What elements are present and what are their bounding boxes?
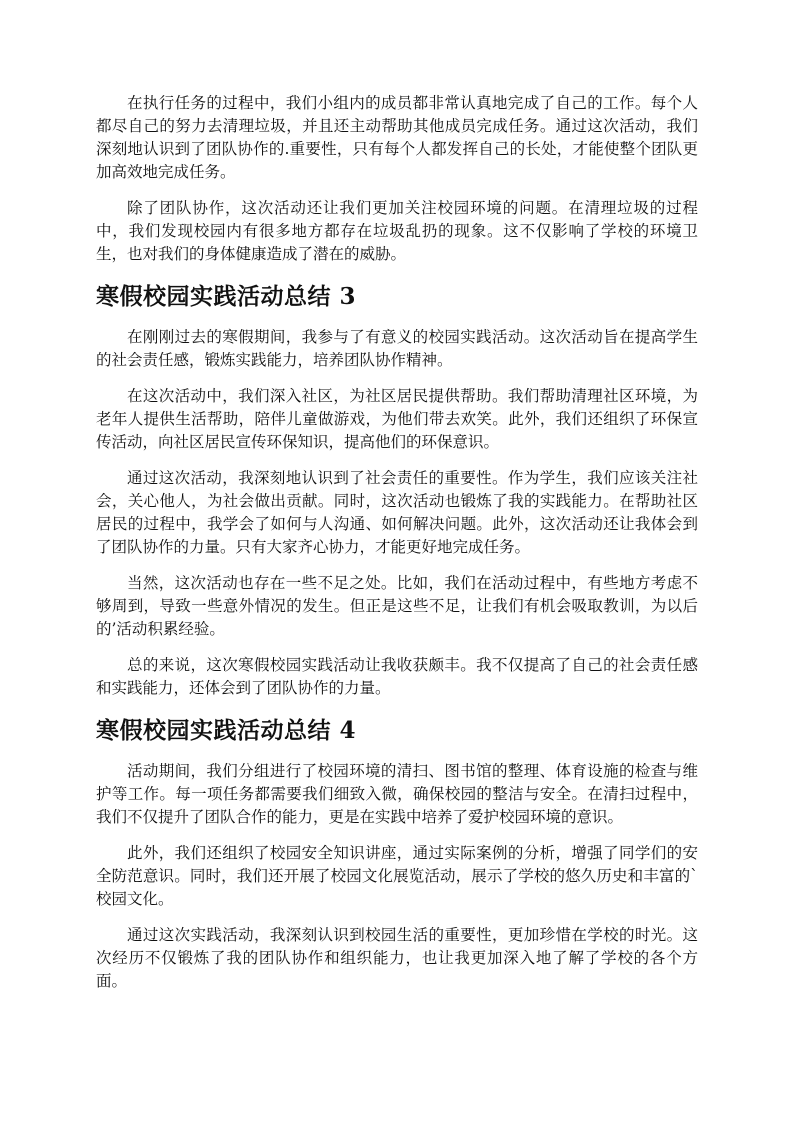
- document-page: [96, 92, 698, 1006]
- paragraph: 总的来说，这次寒假校园实践活动让我收获颇丰。我不仅提高了自己的社会责任感和实践能力，还体会到了团队协作的力量。: [96, 656, 698, 697]
- paragraph: 通过这次实践活动，我深刻认识到校园生活的重要性，更加珍惜在学校的时光。这次经历不仅锻炼了我的团队协作和组织能力，也让我更加深入地了解了学校的各个方面。: [96, 926, 698, 990]
- paragraph: 除了团队协作，这次活动还让我们更加关注校园环境的问题。在清理垃圾的过程中，我们发现校园内有很多地方都存在垃圾乱扔的现象。这不仅影响了学校的环境卫生，也对我们的身体健康造成了潜在的威胁。: [96, 199, 698, 263]
- section-heading: 寒假校园实践活动总结 4: [96, 717, 357, 744]
- section-heading: 寒假校园实践活动总结 3: [96, 283, 357, 310]
- paragraph: 通过这次活动，我深刻地认识到了社会责任的重要性。作为学生，我们应该关注社会，关心他人，为社会做出贡献。同时，这次活动也锻炼了我的实践能力。在帮助社区居民的过程中，我学会了如何与人沟通、如何解决问题。此外，这次活动还让我体会到了团队协作的力量。只有大家齐心协力，才能更好地完成任务。: [96, 469, 698, 556]
- paragraph: 活动期间，我们分组进行了校园环境的清扫、图书馆的整理、体育设施的检查与维护等工作。每一项任务都需要我们细致入微，确保校园的整洁与安全。在清扫过程中，我们不仅提升了团队合作的能力，更是在实践中培养了爱护校园环境的意识。: [96, 762, 698, 826]
- paragraph: 在执行任务的过程中，我们小组内的成员都非常认真地完成了自己的工作。每个人都尽自己的努力去清理垃圾，并且还主动帮助其他成员完成任务。通过这次活动，我们深刻地认识到了团队协作的.重要性，只有每个人都发挥自己的长处，才能使整个团队更加高效地完成任务。: [96, 94, 698, 181]
- paragraph: 在刚刚过去的寒假期间，我参与了有意义的校园实践活动。这次活动旨在提高学生的社会责任感，锻炼实践能力，培养团队协作精神。: [96, 328, 698, 369]
- paragraph: 此外，我们还组织了校园安全知识讲座，通过实际案例的分析，增强了同学们的安全防范意识。同时，我们还开展了校园文化展览活动，展示了学校的悠久历史和丰富的`校园文化。: [96, 844, 698, 908]
- paragraph: 当然，这次活动也存在一些不足之处。比如，我们在活动过程中，有些地方考虑不够周到，导致一些意外情况的发生。但正是这些不足，让我们有机会吸取教训，为以后的’活动积累经验。: [96, 574, 698, 638]
- paragraph: 在这次活动中，我们深入社区，为社区居民提供帮助。我们帮助清理社区环境，为老年人提供生活帮助，陪伴儿童做游戏，为他们带去欢笑。此外，我们还组织了环保宣传活动，向社区居民宣传环保知识，提高他们的环保意识。: [96, 387, 698, 451]
